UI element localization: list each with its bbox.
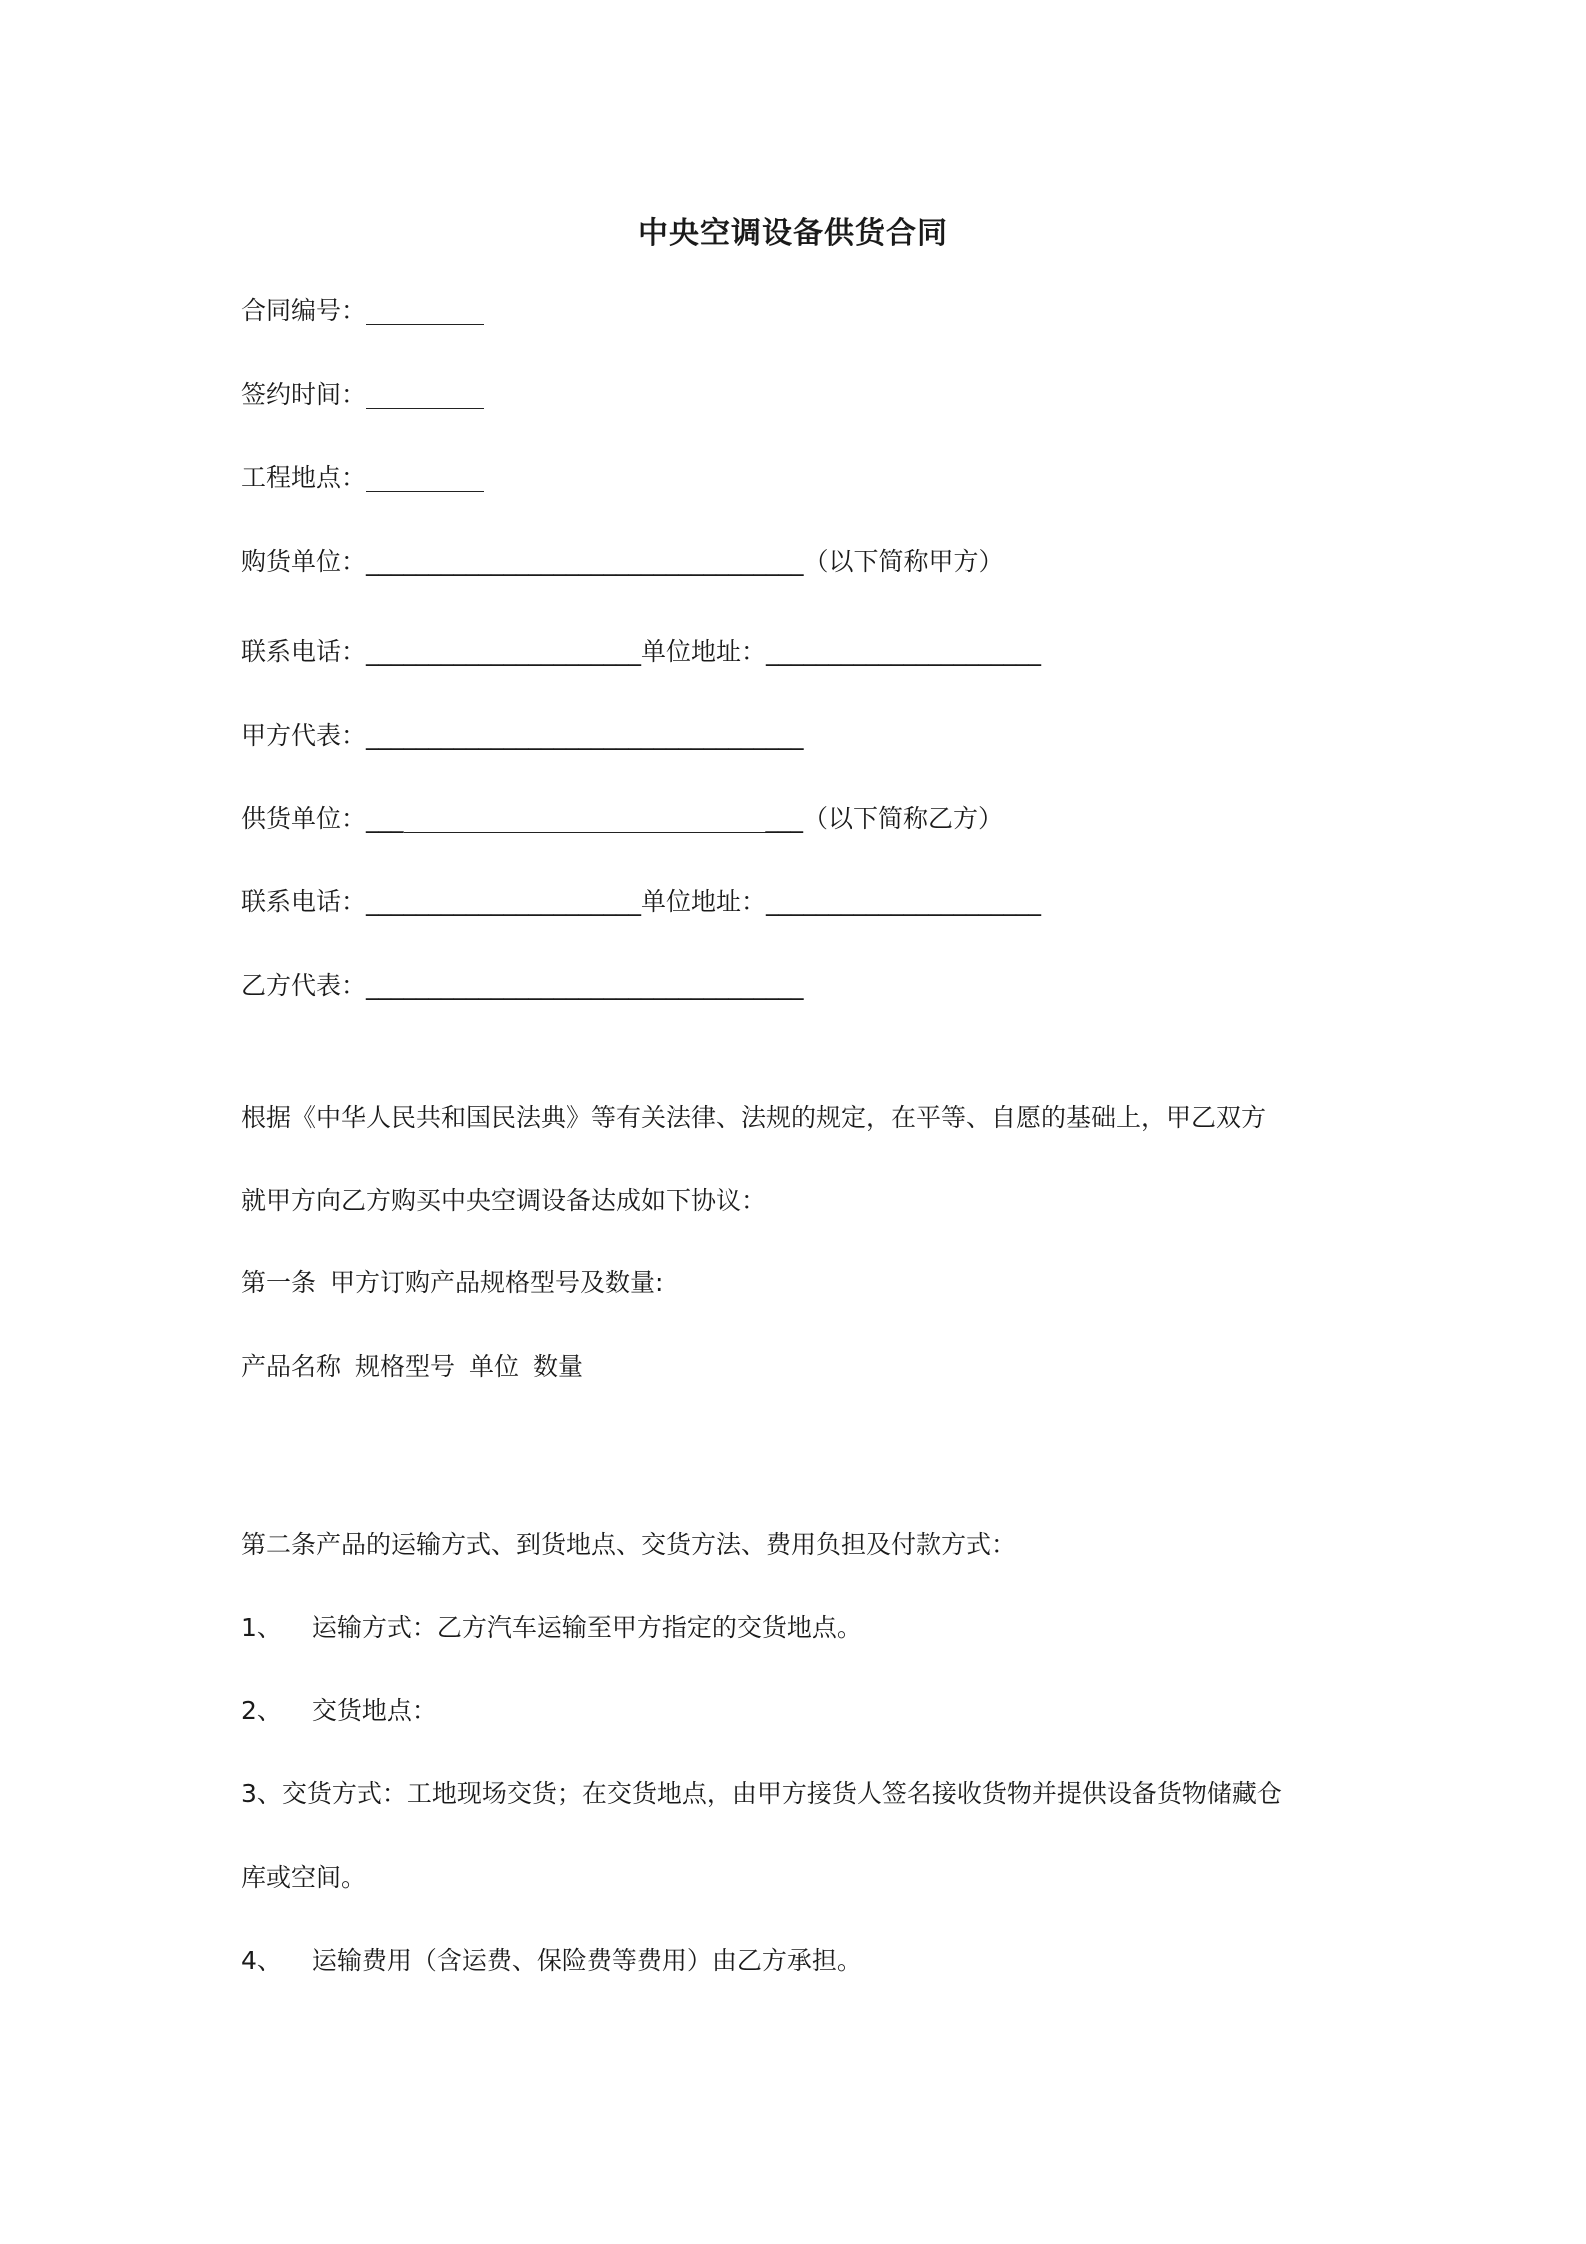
item-2-number: 2、 (241, 1696, 282, 1725)
buyer-address-blank[interactable]: ______________________ (766, 637, 1042, 666)
sign-date-blank[interactable] (366, 407, 484, 409)
item-4-text: 运输费用（含运费、保险费等费用）由乙方承担。 (311, 1946, 862, 1975)
supplier-phone-label: 联系电话： (241, 887, 367, 916)
supplier-rep-line (241, 968, 804, 1004)
header-product-name: 产品名称 (241, 1352, 342, 1381)
buyer-suffix: （以下简称甲方） (803, 547, 1004, 576)
buyer-blank[interactable]: ___________________________________ (366, 547, 804, 576)
supplier-blank-pre[interactable]: ___ (366, 804, 404, 833)
supplier-address-label: 单位地址： (641, 887, 767, 916)
supplier-contact-line (241, 884, 1041, 920)
sign-date-line (241, 377, 484, 413)
contract-number-line (241, 293, 484, 329)
buyer-phone-blank[interactable]: ______________________ (366, 637, 642, 666)
intro-line-2: 就甲方向乙方购买中央空调设备达成如下协议： (241, 1186, 767, 1215)
item-2 (241, 1693, 437, 1729)
item-1-text: 运输方式：乙方汽车运输至甲方指定的交货地点。 (311, 1613, 862, 1642)
header-spec-model: 规格型号 (355, 1352, 456, 1381)
supplier-blank-post[interactable]: ___ (765, 804, 804, 833)
buyer-rep-label: 甲方代表： (241, 721, 367, 750)
sign-date-label: 签约时间： (241, 380, 367, 409)
buyer-line (241, 544, 1004, 580)
supplier-blank[interactable] (404, 831, 766, 833)
buyer-address-label: 单位地址： (641, 637, 767, 666)
buyer-contact-line (241, 634, 1041, 670)
item-3-line-2: 库或空间。 (241, 1863, 367, 1892)
item-1-number: 1、 (241, 1613, 282, 1642)
item-2-text: 交货地点： (311, 1696, 437, 1725)
contract-number-label: 合同编号： (241, 296, 367, 325)
product-table-header (241, 1349, 583, 1385)
item-4-number: 4、 (241, 1946, 282, 1975)
site-line (241, 460, 484, 496)
article-1 (241, 1265, 663, 1301)
site-blank[interactable] (366, 490, 484, 492)
site-label: 工程地点： (241, 463, 367, 492)
buyer-rep-blank[interactable]: ___________________________________ (366, 721, 804, 750)
article-1-number: 第一条 (241, 1268, 317, 1297)
intro-line-1: 根据《中华人民共和国民法典》等有关法律、法规的规定，在平等、自愿的基础上，甲乙双方 (241, 1103, 1267, 1132)
supplier-line (241, 801, 1003, 837)
supplier-rep-label: 乙方代表： (241, 971, 367, 1000)
item-1 (241, 1610, 862, 1646)
buyer-label: 购货单位： (241, 547, 367, 576)
buyer-phone-label: 联系电话： (241, 637, 367, 666)
article-1-text: 甲方订购产品规格型号及数量: (330, 1268, 664, 1297)
supplier-suffix: （以下简称乙方） (803, 804, 1004, 833)
item-3-line-1: 3、交货方式：工地现场交货；在交货地点，由甲方接货人签名接收货物并提供设备货物储藏仓 (241, 1779, 1282, 1808)
article-2: 第二条产品的运输方式、到货地点、交货方法、费用负担及付款方式： (241, 1530, 1017, 1559)
document-title: 中央空调设备供货合同 (638, 216, 948, 251)
supplier-rep-blank[interactable]: ___________________________________ (366, 971, 804, 1000)
header-quantity: 数量 (533, 1352, 584, 1381)
supplier-phone-blank[interactable]: ______________________ (366, 887, 642, 916)
buyer-rep-line (241, 718, 804, 754)
item-4 (241, 1943, 862, 1979)
contract-number-blank[interactable] (366, 323, 484, 325)
supplier-label: 供货单位： (241, 804, 367, 833)
header-unit: 单位 (469, 1352, 520, 1381)
supplier-address-blank[interactable]: ______________________ (766, 887, 1042, 916)
